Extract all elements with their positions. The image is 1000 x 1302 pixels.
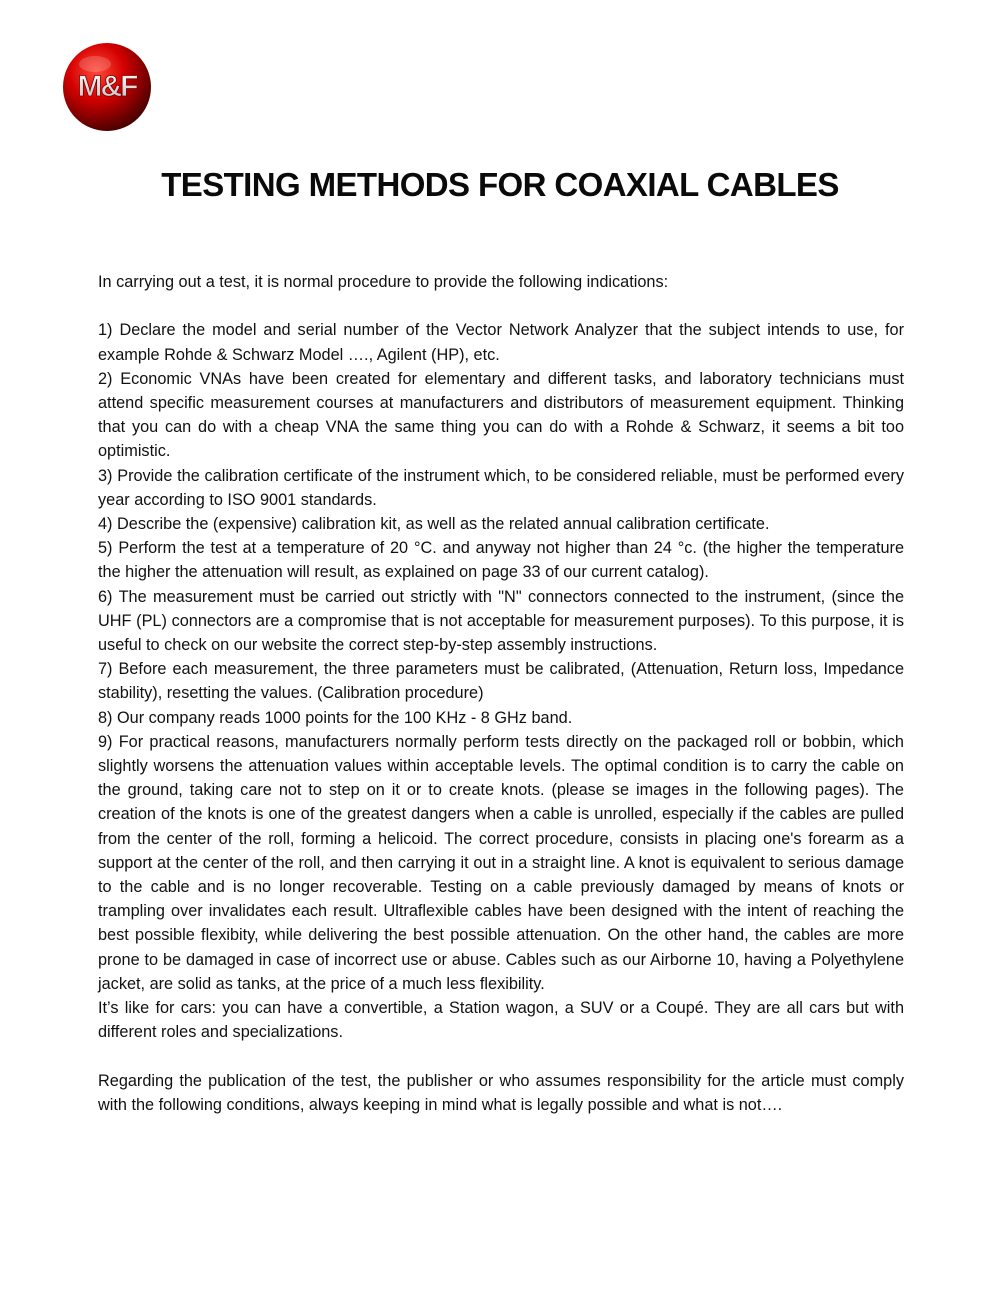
company-logo <box>62 42 152 132</box>
spacer <box>98 294 904 318</box>
page-title: TESTING METHODS FOR COAXIAL CABLES <box>161 166 839 203</box>
closing-paragraph: Regarding the publication of the test, the publisher or who assumes responsibility for the article must comply with the following conditions, always keeping in mind what is legally possible and what is not…. <box>98 1071 904 1114</box>
list-item-6: 6) The measurement must be carried out strictly with "N" connectors connected to the instrument, (since the UHF (PL) connectors are a compromise that is not acceptable for measurement purposes). To this purpose, it is useful to check on our website the correct step-by-step assembly instructions. <box>98 587 904 655</box>
list-item-3: 3) Provide the calibration certificate of the instrument which, to be considered reliable, must be performed every year according to ISO 9001 standards. <box>98 466 904 509</box>
cars-analogy-paragraph: It’s like for cars: you can have a convertible, a Station wagon, a SUV or a Coupé. They are all cars but with different roles and specializations. <box>98 999 904 1042</box>
logo-sphere-icon <box>62 42 152 132</box>
list-item-7: 7) Before each measurement, the three parameters must be calibrated, (Attenuation, Return loss, Impedance stability), resetting the values. (Calibration procedure) <box>98 660 904 703</box>
list-item-9: 9) For practical reasons, manufacturers normally perform tests directly on the packaged roll or bobbin, which slightly worsens the attenuation values within acceptable levels. The optimal condition is to carry the cable on the ground, taking care not to step on it or to create knots. (please se images in the following pages). The creation of the knots is one of the greatest dangers when a cable is unrolled, especially if the cables are pulled from the center of the roll, forming a helicoid. The correct procedure, consists in placing one's forearm as a support at the center of the roll, and then carrying it out in a straight line. A knot is equivalent to serious damage to the cable and is no longer recoverable. Testing on a cable previously damaged by means of knots or trampling over invalidates each result. Ultraflexible cables have been designed with the intent of reaching the best possible flexibity, while delivering the best possible attenuation. On the other hand, the cables are more prone to be damaged in case of incorrect use or abuse. Cables such as our Airborne 10, having a Polyethylene jacket, are solid as tanks, at the price of a much less flexibility. <box>98 732 904 993</box>
list-item-2: 2) Economic VNAs have been created for elementary and different tasks, and laboratory technicians must attend specific measurement courses at manufacturers and distributors of measurement equipment. Thinking that you can do with a cheap VNA the same thing you can do with a Rohde & Schwarz, it seems a bit too optimistic. <box>98 369 904 461</box>
logo-text: M&F <box>77 70 137 103</box>
list-item-4: 4) Describe the (expensive) calibration kit, as well as the related annual calibration certificate. <box>98 515 770 534</box>
list-item-1: 1) Declare the model and serial number of the Vector Network Analyzer that the subject intends to use, for example Rohde & Schwarz Model …., Agilent (HP), etc. <box>98 321 904 364</box>
list-item-8: 8) Our company reads 1000 points for the 100 KHz - 8 GHz band. <box>98 708 573 727</box>
list-item-5: 5) Perform the test at a temperature of 20 °C. and anyway not higher than 24 °c. (the higher the temperature the higher the attenuation will result, as explained on page 33 of our current catalog). <box>98 539 904 582</box>
spacer <box>98 1044 904 1068</box>
intro-paragraph: In carrying out a test, it is normal procedure to provide the following indications: <box>98 273 669 291</box>
document-body <box>98 270 904 1117</box>
